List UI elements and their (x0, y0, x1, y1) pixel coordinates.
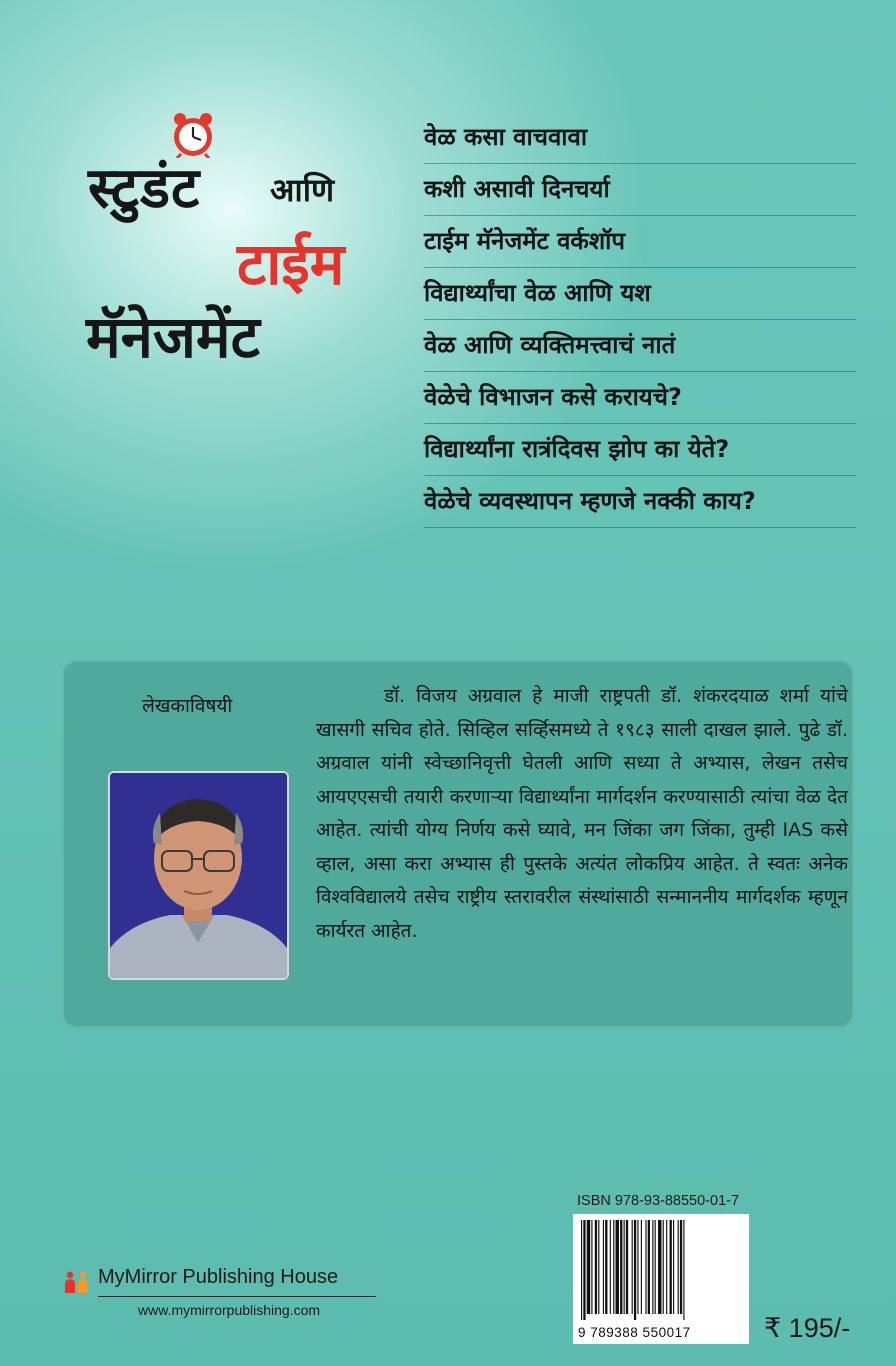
list-item (424, 164, 856, 216)
isbn-label: ISBN 978-93-88550-01-7 (577, 1193, 740, 1209)
barcode-bar (641, 1220, 642, 1314)
barcode-bar (598, 1220, 599, 1314)
barcode-bar (652, 1220, 653, 1314)
barcode-bar (616, 1220, 619, 1314)
barcode-bar (620, 1220, 622, 1314)
barcode-digits: 9 789388 550017 (578, 1325, 691, 1340)
list-item (424, 476, 856, 528)
barcode-bar (624, 1220, 625, 1314)
publisher-name: MyMirror Publishing House (98, 1266, 339, 1288)
barcode-bar (595, 1220, 597, 1314)
price-label: ₹ 195/- (764, 1313, 851, 1343)
barcode-bar (683, 1220, 684, 1320)
barcode-bar (658, 1220, 661, 1314)
author-photo (108, 771, 289, 980)
list-item (424, 372, 856, 424)
publisher-logo-icon (62, 1270, 92, 1294)
barcode-bar (603, 1220, 604, 1314)
title-line-1: स्टुडंट (88, 156, 201, 221)
topic-list (424, 112, 856, 528)
barcode-bar (610, 1220, 611, 1314)
barcode-bar (648, 1220, 650, 1314)
barcode-bar (605, 1220, 607, 1314)
topic-text: वेळेचे व्यवस्थापन म्हणजे नक्की काय? (424, 487, 756, 515)
topic-text: विद्यार्थ्यांचा वेळ आणि यश (424, 279, 651, 307)
barcode-bar (583, 1220, 585, 1320)
topic-text: वेळ कसा वाचवावा (424, 123, 588, 151)
topic-text: टाईम मॅनेजमेंट वर्कशॉप (424, 227, 626, 255)
barcode-bar (663, 1220, 664, 1314)
barcode-bar (591, 1220, 592, 1314)
publisher-url[interactable]: www.mymirrorpublishing.com (138, 1302, 321, 1318)
barcode-bar (678, 1220, 679, 1314)
barcode-bar (673, 1220, 674, 1314)
barcode-bar (581, 1220, 582, 1320)
barcode-bar (634, 1220, 636, 1320)
author-label: लेखकाविषयी (142, 695, 233, 717)
author-bio-text: डॉ. विजय अग्रवाल हे माजी राष्ट्रपती डॉ. शंकरदयाळ शर्मा यांचे खासगी सचिव होते. सिव्हिल सर्व्हिसमध्ये ते १९८३ साली दाखल झाले. पुढे डॉ. अग्रवाल यांनी स्वेच्छानिवृत्ती घेतली आणि सध्या ते अभ्यास, लेखन तसेच आयएएसची तयारी करणाऱ्या विद्यार्थ्यांना मार्गदर्शन करण्यासाठी त्यांचा वेळ देत आहेत. त्यांची योग्य निर्णय कसे घ्यावे, मन जिंका जग जिंका, तुम्ही IAS कसे व्हाल, असा करा अभ्यास ही पुस्तके अत्यंत लोकप्रिय आहेत. ते स्वतः अनेक विश्वविद्यालये तसेच राष्ट्रीय स्तरावरील संस्थांसाठी सन्माननीय मार्गदर्शक म्हणून कार्यरत आहेत. (316, 685, 848, 942)
topic-text: वेळेचे विभाजन कसे करायचे? (424, 383, 682, 411)
barcode-bar (655, 1220, 656, 1314)
publisher-divider (98, 1296, 376, 1297)
topic-text: वेळ आणि व्यक्तिमत्त्वाचं नातं (424, 331, 676, 359)
barcode-bar (626, 1220, 628, 1314)
barcode-bar (680, 1220, 682, 1314)
barcode-bar (637, 1220, 638, 1314)
list-item (424, 112, 856, 164)
title-line-3: मॅनेजमेंट (86, 303, 260, 371)
barcode-bar (670, 1220, 672, 1314)
barcode-bar (587, 1220, 590, 1314)
author-bio (316, 680, 848, 948)
topic-text: कशी असावी दिनचर्या (424, 175, 610, 203)
barcode-bar (666, 1220, 667, 1314)
list-item (424, 320, 856, 372)
list-item (424, 424, 856, 476)
barcode-bar (645, 1220, 646, 1314)
barcode-bar (613, 1220, 614, 1314)
list-item (424, 216, 856, 268)
title-line-2: टाईम (237, 230, 345, 298)
topic-text: विद्यार्थ्यांना रात्रंदिवस झोप का येते? (424, 435, 730, 463)
title-connector: आणि (270, 171, 335, 209)
barcode-bar (632, 1220, 633, 1314)
list-item (424, 268, 856, 320)
